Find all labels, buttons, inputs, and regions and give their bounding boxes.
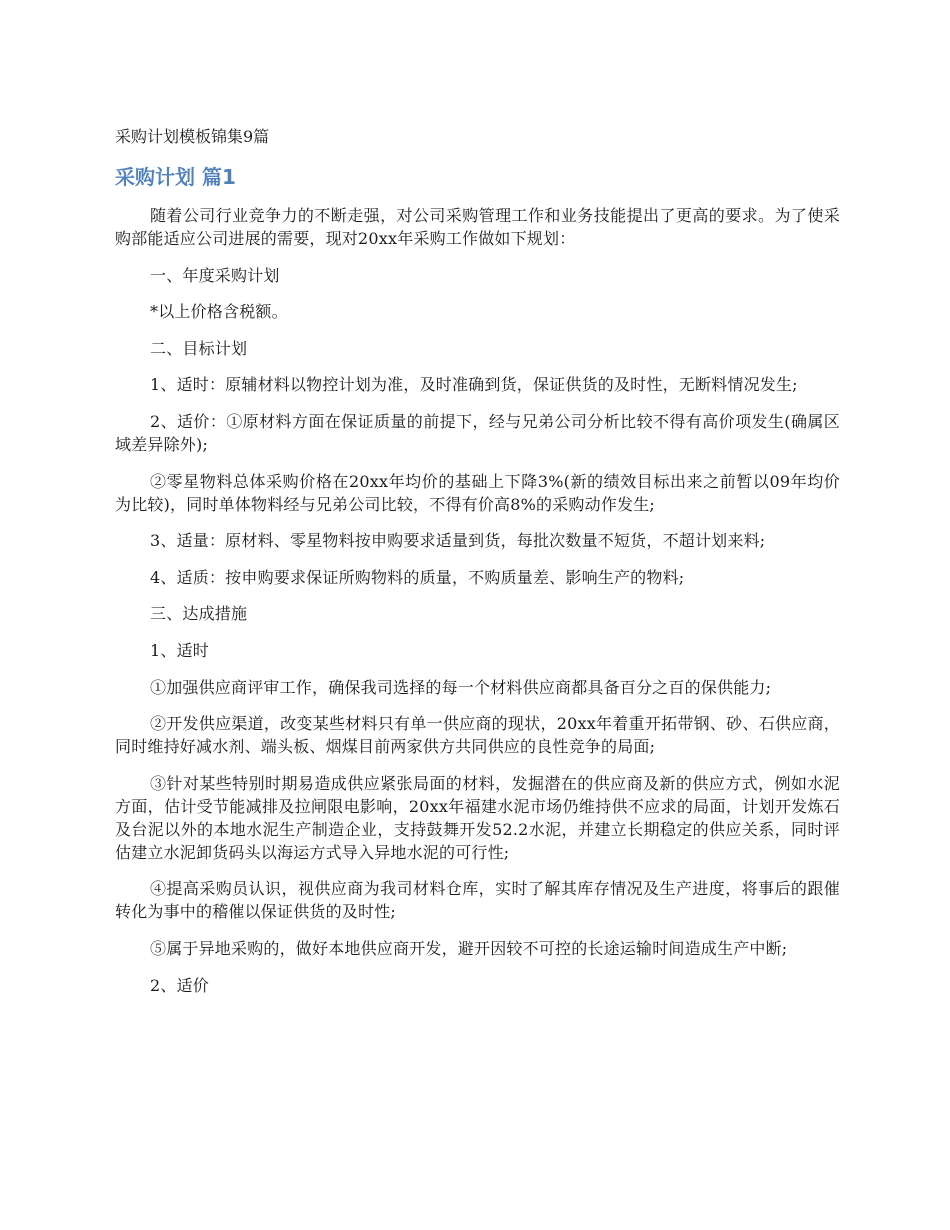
paragraph-measure-5: ⑤属于异地采购的，做好本地供应商开发，避开因较不可控的长途运输时间造成生产中断; <box>150 938 788 958</box>
paragraph-measure-1: ①加强供应商评审工作，确保我司选择的每一个材料供应商都具备百分之百的保供能力; <box>150 677 772 697</box>
paragraph-measure-4: ④提高采购员认识，视供应商为我司材料仓库，实时了解其库存情况及生产进度，将事后的跟催转化为事中的稽催以保证供货的及时性; <box>115 879 840 922</box>
paragraph-heading-annual-plan: 一、年度采购计划 <box>150 265 280 285</box>
paragraph-subheading-price: 2、适价 <box>150 975 209 995</box>
document-title: 采购计划模板锦集9篇 <box>115 127 270 146</box>
paragraph-measure-2: ②开发供应渠道，改变某些材料只有单一供应商的现状，20xx年着重开拓带钢、砂、石供应商，同时维持好减水剂、端头板、烟煤目前两家供方共同供应的良性竞争的局面; <box>115 714 840 757</box>
paragraph-heading-measures: 三、达成措施 <box>150 604 248 624</box>
paragraph-quantity: 3、适量：原材料、零星物料按申购要求适量到货，每批次数量不短货，不超计划来料; <box>150 531 766 551</box>
paragraph-intro: 随着公司行业竞争力的不断走强，对公司采购管理工作和业务技能提出了更高的要求。为了使采购部能适应公司进展的需要，现对20xx年采购工作做如下规划： <box>115 206 840 248</box>
paragraph-price: 2、适价：①原材料方面在保证质量的前提下，经与兄弟公司分析比较不得有高价项发生(确属区域差异除外); <box>115 411 840 454</box>
paragraph-tax-note: *以上价格含税额。 <box>150 302 288 322</box>
paragraph-subheading-timely: 1、适时 <box>150 640 209 660</box>
section-heading: 采购计划 篇1 <box>115 165 236 189</box>
paragraph-timely: 1、适时：原辅材料以物控计划为准，及时准确到货，保证供货的及时性，无断料情况发生; <box>150 375 798 395</box>
paragraph-price-sundry: ②零星物料总体采购价格在20xx年均价的基础上下降3%(新的绩效目标出来之前暂以09年均价为比较)，同时单体物料经与兄弟公司比较，不得有价高8%的采购动作发生; <box>115 471 840 514</box>
paragraph-heading-target-plan: 二、目标计划 <box>150 338 248 358</box>
paragraph-quality: 4、适质：按申购要求保证所购物料的质量，不购质量差、影响生产的物料; <box>150 567 685 587</box>
document-body <box>115 204 840 1010</box>
paragraph-measure-3: ③针对某些特别时期易造成供应紧张局面的材料，发掘潜在的供应商及新的供应方式，例如水泥方面，估计受节能减排及拉闸限电影响，20xx年福建水泥市场仍维持供不应求的局面，计划开发炼石及台泥以外的本地水泥生产制造企业，支持鼓舞开发52.2水泥，并建立长期稳定的供应关系，同时评估建立水泥卸货码头以海运方式导入异地水泥的可行性; <box>115 773 840 862</box>
